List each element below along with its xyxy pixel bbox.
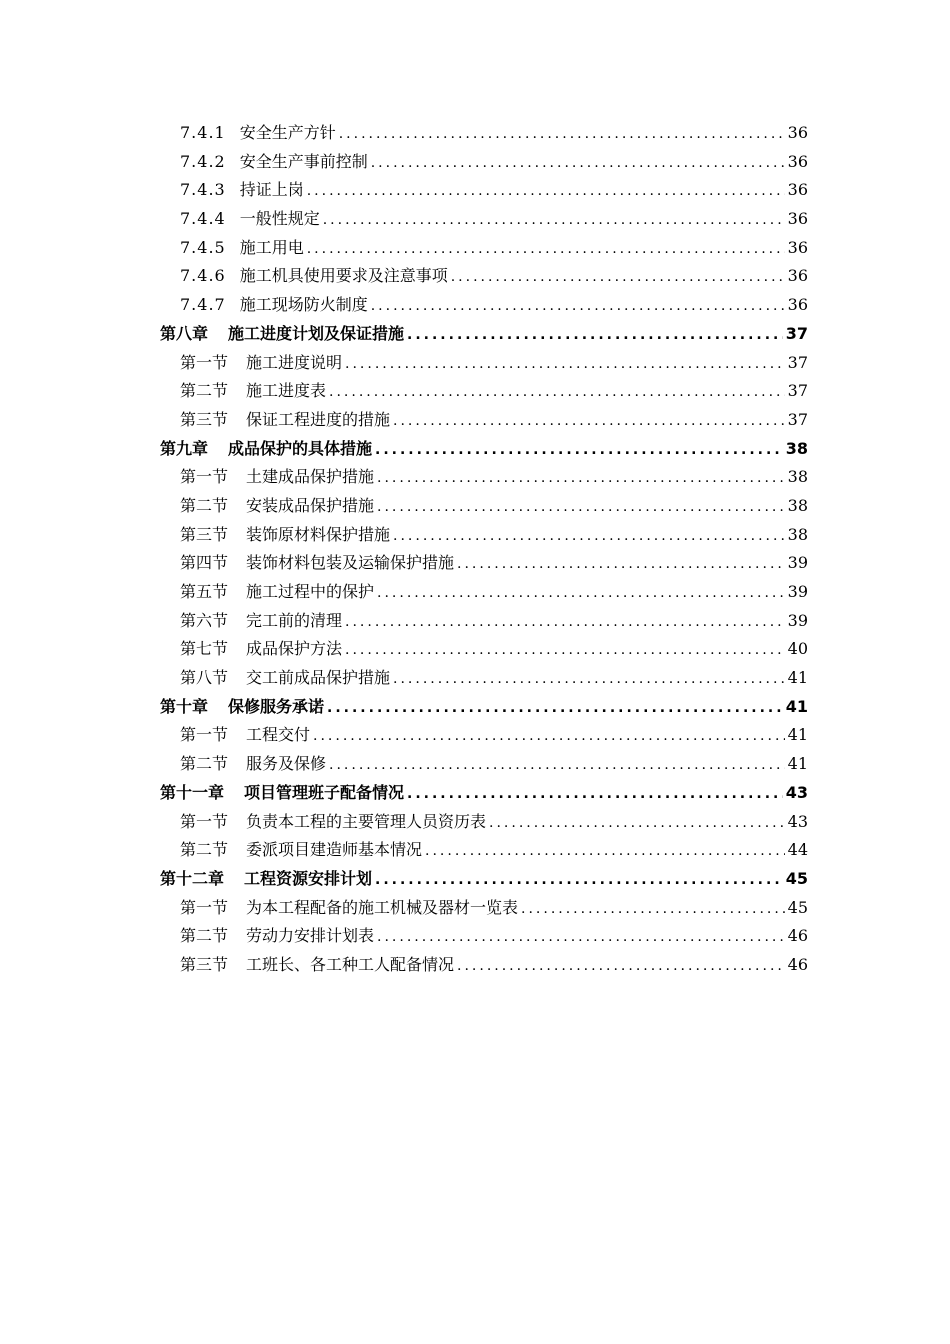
- toc-entry[interactable]: [160, 664, 808, 693]
- toc-page-number: 37: [787, 352, 808, 372]
- toc-entry[interactable]: [160, 463, 808, 492]
- toc-number: 第一节: [180, 725, 229, 745]
- toc-page-number: 36: [787, 209, 808, 229]
- dot-leader: [323, 206, 785, 235]
- table-of-contents: [160, 119, 808, 980]
- dot-leader: [371, 292, 785, 321]
- toc-number: 第七节: [180, 639, 229, 659]
- dot-leader: [345, 636, 785, 665]
- toc-page-number: 41: [787, 725, 808, 745]
- toc-number: 第二节: [180, 926, 229, 946]
- toc-entry[interactable]: [160, 721, 808, 750]
- toc-number: 第十章: [160, 696, 209, 716]
- toc-number: 7.4.2: [180, 151, 226, 171]
- toc-title: 完工前的清理: [246, 610, 343, 630]
- toc-number: 第八节: [180, 668, 229, 688]
- toc-page-number: 44: [787, 840, 808, 860]
- toc-title: 工程交付: [246, 725, 311, 745]
- dot-leader: [375, 436, 783, 465]
- dot-leader: [307, 235, 785, 264]
- toc-page-number: 37: [785, 323, 808, 343]
- toc-title: 保修服务承诺: [228, 696, 325, 716]
- toc-entry[interactable]: [160, 262, 808, 291]
- toc-page-number: 45: [787, 897, 808, 917]
- toc-title: 成品保护方法: [246, 639, 343, 659]
- toc-page-number: 45: [785, 868, 808, 888]
- toc-number: 7.4.5: [180, 237, 226, 257]
- toc-entry[interactable]: [160, 549, 808, 578]
- toc-number: 第二节: [180, 381, 229, 401]
- dot-leader: [375, 866, 783, 895]
- toc-number: 第八章: [160, 323, 209, 343]
- dot-leader: [407, 780, 783, 809]
- toc-title: 委派项目建造师基本情况: [246, 840, 423, 860]
- toc-number: 7.4.7: [180, 295, 226, 315]
- toc-entry[interactable]: [160, 119, 808, 148]
- toc-number: 第九章: [160, 438, 209, 458]
- toc-entry[interactable]: [160, 894, 808, 923]
- toc-page-number: 37: [787, 409, 808, 429]
- toc-page-number: 43: [787, 811, 808, 831]
- dot-leader: [345, 350, 785, 379]
- toc-entry[interactable]: [160, 176, 808, 205]
- toc-chapter-entry[interactable]: [160, 320, 808, 349]
- toc-number: 第一节: [180, 811, 229, 831]
- toc-page-number: 36: [787, 295, 808, 315]
- toc-title: 土建成品保护措施: [246, 467, 375, 487]
- toc-title: 安全生产事前控制: [239, 151, 368, 171]
- toc-number: 第一节: [180, 897, 229, 917]
- toc-entry[interactable]: [160, 521, 808, 550]
- toc-page-number: 38: [787, 467, 808, 487]
- toc-title: 安全生产方针: [239, 123, 336, 142]
- toc-title: 装饰材料包装及运输保护措施: [246, 553, 455, 573]
- toc-entry[interactable]: [160, 148, 808, 177]
- toc-title: 安装成品保护措施: [246, 495, 375, 515]
- toc-title: 施工机具使用要求及注意事项: [239, 266, 448, 286]
- toc-number: 第十二章: [160, 868, 225, 888]
- toc-title: 装饰原材料保护措施: [246, 524, 391, 544]
- toc-entry[interactable]: [160, 951, 808, 980]
- dot-leader: [521, 895, 785, 924]
- toc-number: 7.4.6: [180, 266, 226, 286]
- toc-page-number: 46: [787, 926, 808, 946]
- toc-page-number: 43: [785, 782, 808, 802]
- toc-entry[interactable]: [160, 377, 808, 406]
- dot-leader: [339, 120, 785, 149]
- toc-entry[interactable]: [160, 349, 808, 378]
- toc-number: 第二节: [180, 754, 229, 774]
- toc-title: 成品保护的具体措施: [228, 438, 373, 458]
- toc-number: 第四节: [180, 553, 229, 573]
- dot-leader: [393, 522, 785, 551]
- toc-title: 交工前成品保护措施: [246, 668, 391, 688]
- toc-page-number: 36: [787, 151, 808, 171]
- toc-page-number: 39: [787, 553, 808, 573]
- toc-number: 第五节: [180, 582, 229, 601]
- toc-number: 第三节: [180, 954, 229, 974]
- toc-entry[interactable]: [160, 291, 808, 320]
- toc-page-number: 39: [787, 582, 808, 601]
- toc-title: 劳动力安排计划表: [246, 926, 375, 946]
- toc-page-number: 36: [787, 123, 808, 142]
- toc-entry[interactable]: [160, 836, 808, 865]
- dot-leader: [457, 952, 785, 981]
- dot-leader: [307, 177, 785, 206]
- toc-title: 工程资源安排计划: [244, 868, 373, 888]
- toc-page-number: 36: [787, 237, 808, 257]
- dot-leader: [425, 837, 785, 866]
- toc-chapter-entry[interactable]: [160, 779, 808, 808]
- toc-title: 负责本工程的主要管理人员资历表: [246, 811, 487, 831]
- toc-page-number: 38: [787, 524, 808, 544]
- dot-leader: [313, 722, 785, 751]
- dot-leader: [489, 809, 785, 838]
- toc-number: 第三节: [180, 409, 229, 429]
- dot-leader: [377, 464, 785, 493]
- toc-page-number: 41: [787, 754, 808, 774]
- toc-title: 施工进度表: [246, 381, 327, 401]
- dot-leader: [393, 407, 785, 436]
- toc-number: 第一节: [180, 352, 229, 372]
- dot-leader: [457, 550, 785, 579]
- toc-title: 施工进度计划及保证措施: [228, 323, 405, 343]
- toc-page-number: 40: [787, 639, 808, 659]
- toc-title: 施工现场防火制度: [239, 295, 368, 315]
- toc-entry[interactable]: [160, 492, 808, 521]
- toc-page-number: 41: [787, 668, 808, 688]
- toc-title: 施工过程中的保护: [246, 582, 375, 601]
- toc-page-number: 38: [785, 438, 808, 458]
- toc-page-number: 46: [787, 954, 808, 974]
- toc-page-number: 41: [785, 696, 808, 716]
- dot-leader: [377, 493, 785, 522]
- dot-leader: [329, 751, 785, 780]
- toc-title: 为本工程配备的施工机械及器材一览表: [246, 897, 519, 917]
- dot-leader: [451, 263, 785, 292]
- dot-leader: [377, 579, 785, 608]
- toc-number: 第三节: [180, 524, 229, 544]
- toc-entry[interactable]: [160, 808, 808, 837]
- toc-page-number: 36: [787, 180, 808, 200]
- toc-entry[interactable]: [160, 578, 808, 607]
- toc-entry[interactable]: [160, 750, 808, 779]
- toc-title: 一般性规定: [239, 209, 320, 229]
- toc-entry[interactable]: [160, 635, 808, 664]
- toc-title: 持证上岗: [239, 180, 304, 200]
- toc-title: 工班长、各工种工人配备情况: [246, 954, 455, 974]
- toc-page-number: 38: [787, 495, 808, 515]
- toc-number: 第六节: [180, 610, 229, 630]
- toc-page-number: 36: [787, 266, 808, 286]
- toc-number: 7.4.4: [180, 209, 226, 229]
- toc-page-number: 37: [787, 381, 808, 401]
- toc-title: 保证工程进度的措施: [246, 409, 391, 429]
- toc-number: 第一节: [180, 467, 229, 487]
- toc-number: 第二节: [180, 495, 229, 515]
- dot-leader: [345, 608, 785, 637]
- dot-leader: [329, 378, 785, 407]
- toc-title: 施工用电: [239, 237, 304, 257]
- toc-entry[interactable]: [160, 205, 808, 234]
- toc-chapter-entry[interactable]: [160, 435, 808, 464]
- toc-chapter-entry[interactable]: [160, 865, 808, 894]
- toc-entry[interactable]: [160, 406, 808, 435]
- toc-page-number: 39: [787, 610, 808, 630]
- dot-leader: [407, 321, 783, 350]
- dot-leader: [371, 149, 785, 178]
- toc-number: 第二节: [180, 840, 229, 860]
- dot-leader: [393, 665, 785, 694]
- toc-title: 施工进度说明: [246, 352, 343, 372]
- toc-number: 7.4.3: [180, 180, 226, 200]
- dot-leader: [327, 694, 783, 723]
- toc-entry[interactable]: [160, 607, 808, 636]
- toc-title: 项目管理班子配备情况: [244, 782, 405, 802]
- toc-entry[interactable]: [160, 922, 808, 951]
- toc-title: 服务及保修: [246, 754, 327, 774]
- dot-leader: [377, 923, 785, 952]
- toc-number: 7.4.1: [180, 123, 226, 142]
- toc-number: 第十一章: [160, 782, 225, 802]
- toc-entry[interactable]: [160, 234, 808, 263]
- toc-chapter-entry[interactable]: [160, 693, 808, 722]
